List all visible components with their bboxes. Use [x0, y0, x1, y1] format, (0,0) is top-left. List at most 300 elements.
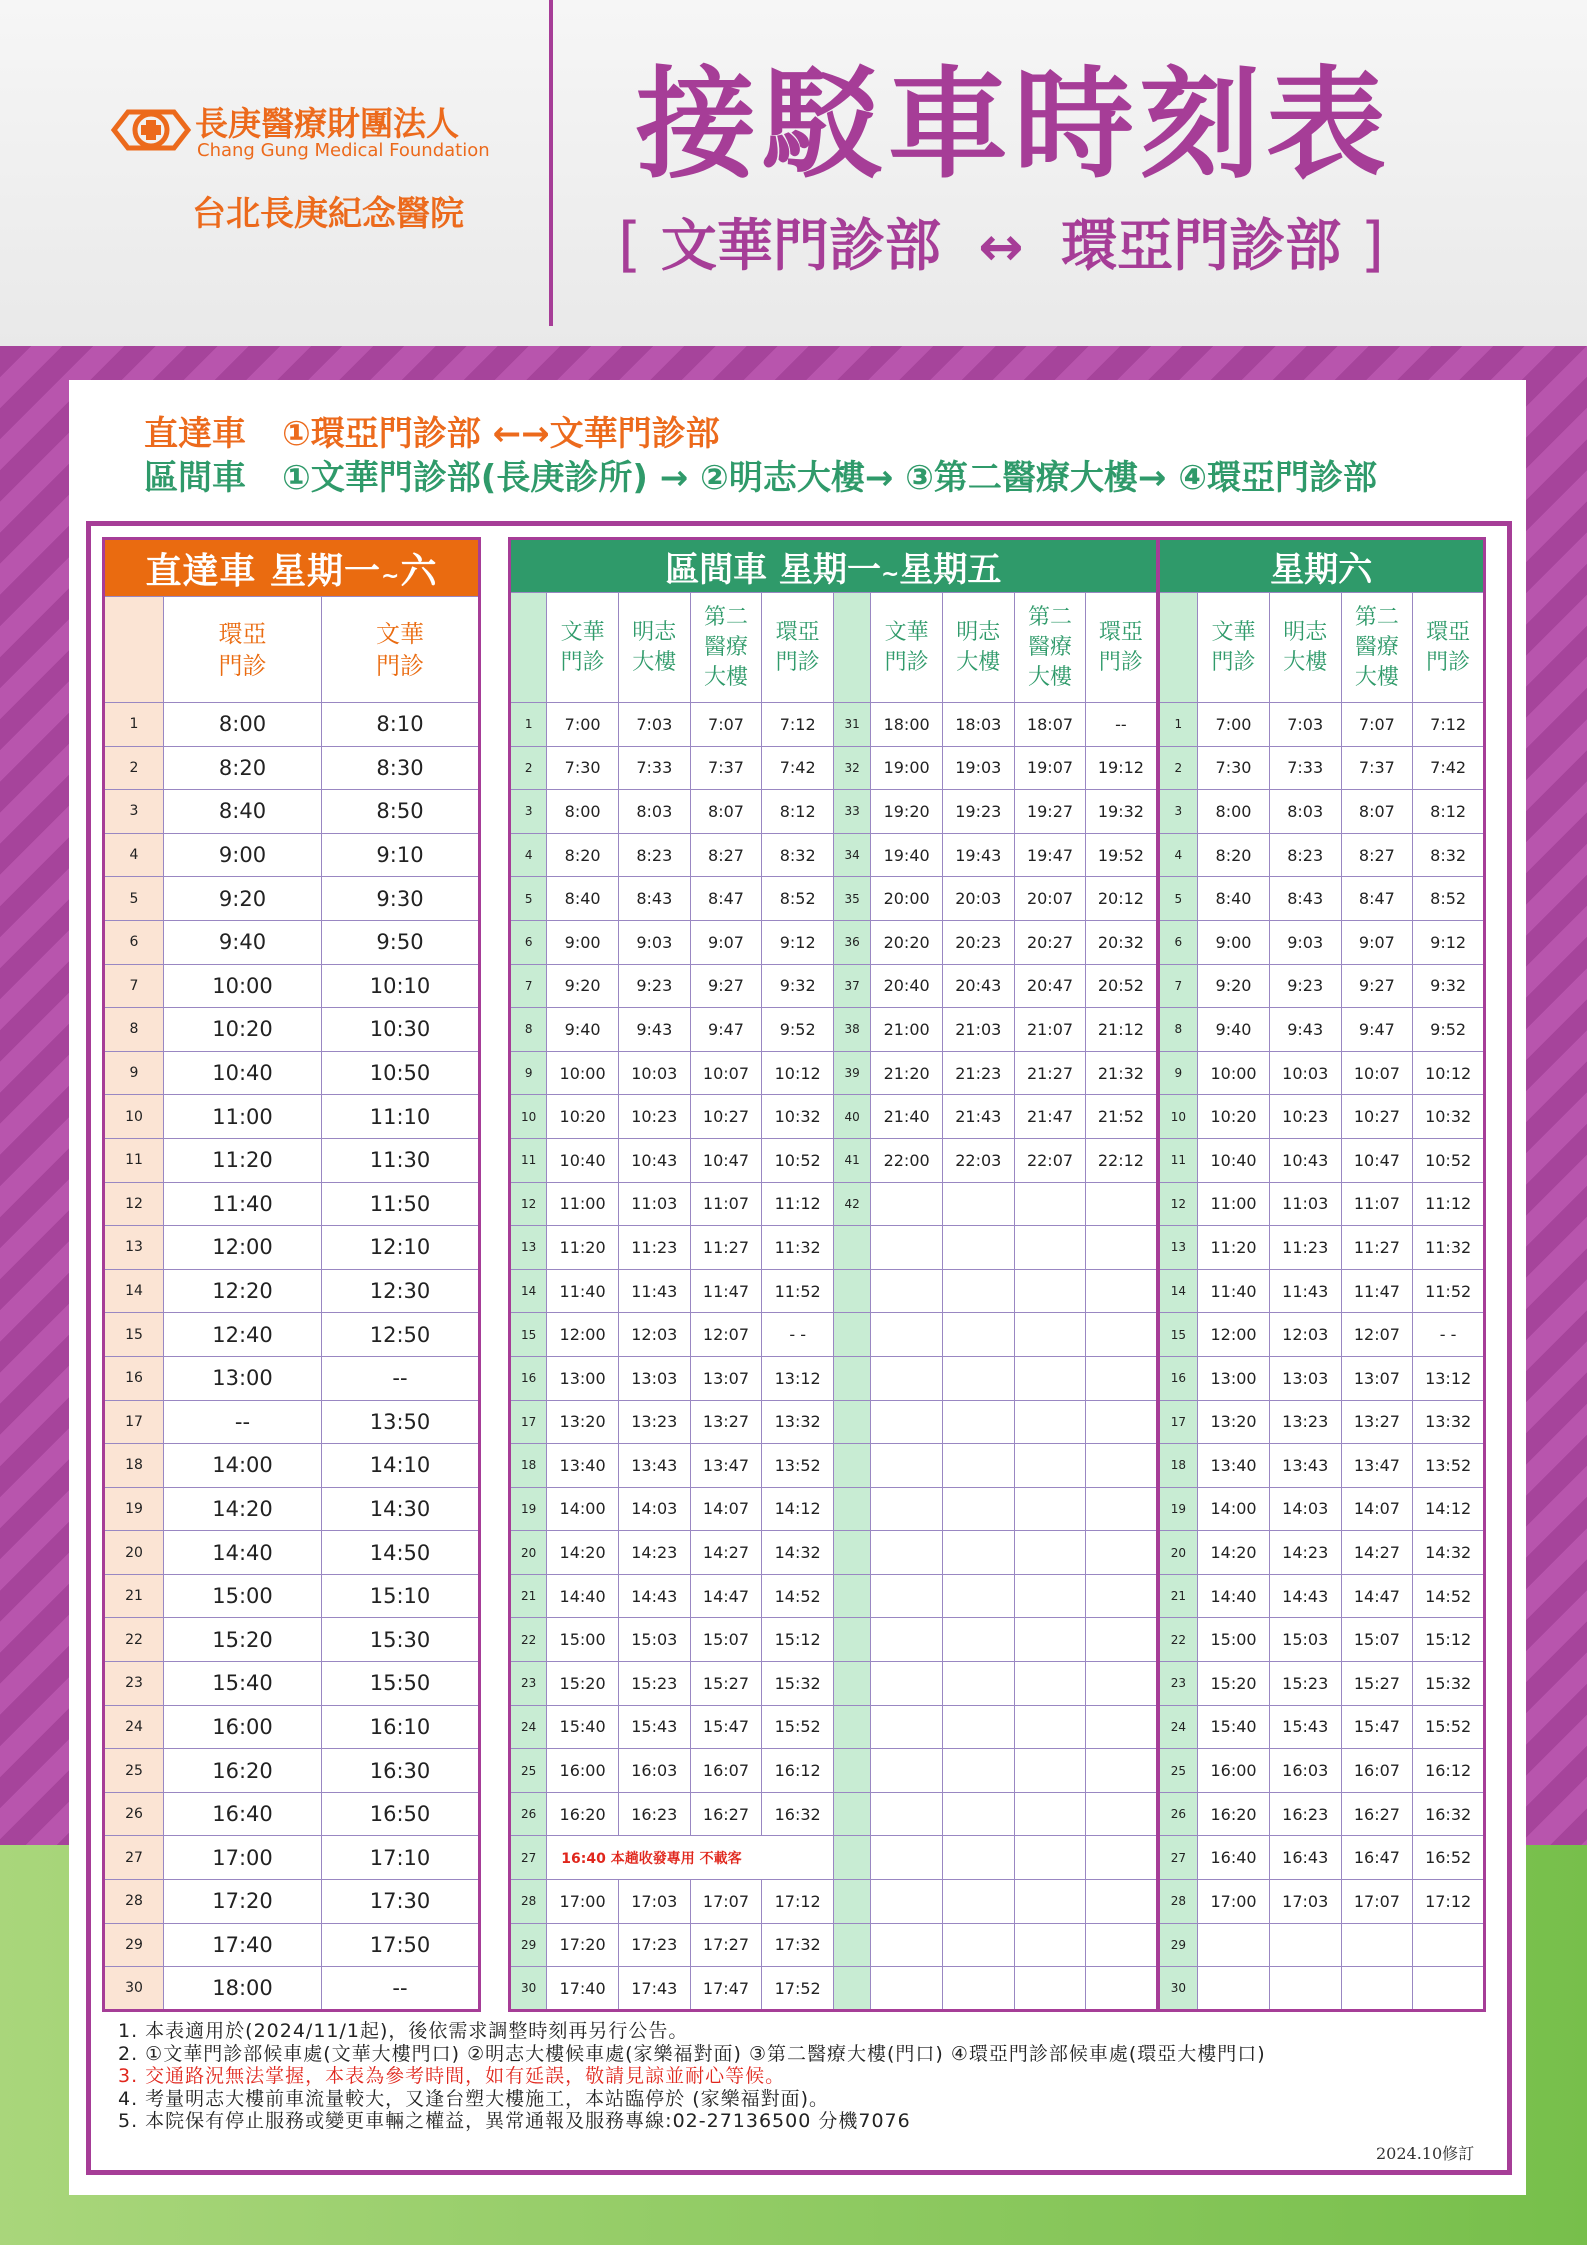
row-index: 21: [1158, 1574, 1198, 1618]
column-header: 環亞 門診: [1086, 593, 1158, 703]
time-cell: 9:30: [322, 877, 480, 921]
row-index: 25: [1158, 1749, 1198, 1793]
time-cell: 9:52: [1413, 1008, 1485, 1052]
row-index: 10: [1158, 1095, 1198, 1139]
row-index: 7: [104, 964, 164, 1008]
time-cell: 21:20: [871, 1051, 943, 1095]
time-cell: 8:20: [1198, 833, 1270, 877]
row-index: 29: [1158, 1923, 1198, 1967]
column-header: 環亞 門診: [762, 593, 834, 703]
table-row: [104, 1618, 480, 1662]
time-cell: [942, 1400, 1014, 1444]
time-cell: 9:43: [618, 1008, 690, 1052]
time-cell: 21:40: [871, 1095, 943, 1139]
time-cell: 20:20: [871, 920, 943, 964]
time-cell: 8:07: [1341, 790, 1413, 834]
time-cell: 9:20: [164, 877, 322, 921]
row-index: 18: [510, 1444, 547, 1488]
time-cell: 8:32: [1413, 833, 1485, 877]
time-cell: 16:20: [547, 1792, 619, 1836]
time-cell: 11:23: [618, 1226, 690, 1270]
table-row: [104, 833, 480, 877]
time-cell: 20:43: [942, 964, 1014, 1008]
time-cell: [1014, 1880, 1086, 1924]
time-cell: 13:47: [1341, 1444, 1413, 1488]
time-cell: 11:40: [164, 1182, 322, 1226]
column-header: 明志 大樓: [1269, 593, 1341, 703]
time-cell: 8:40: [1198, 877, 1270, 921]
time-cell: 8:43: [1269, 877, 1341, 921]
time-cell: [942, 1749, 1014, 1793]
time-cell: [1086, 1487, 1158, 1531]
time-cell: 15:20: [547, 1662, 619, 1706]
time-cell: 16:20: [1198, 1792, 1270, 1836]
time-cell: 11:52: [1413, 1269, 1485, 1313]
time-cell: 21:12: [1086, 1008, 1158, 1052]
time-cell: 18:00: [164, 1967, 322, 2011]
time-cell: [1086, 1792, 1158, 1836]
time-cell: 17:50: [322, 1923, 480, 1967]
time-cell: 9:07: [690, 920, 762, 964]
time-cell: 8:00: [547, 790, 619, 834]
time-cell: 12:07: [690, 1313, 762, 1357]
row-index: [834, 1269, 871, 1313]
time-cell: [942, 1662, 1014, 1706]
row-index: 16: [1158, 1356, 1198, 1400]
time-cell: [1014, 1923, 1086, 1967]
time-cell: [1014, 1662, 1086, 1706]
hospital-name: 台北長庚紀念醫院: [192, 194, 464, 234]
column-header: 文華 門診: [547, 593, 619, 703]
table-row: [104, 1400, 480, 1444]
time-cell: 7:07: [690, 703, 762, 747]
time-cell: 15:52: [762, 1705, 834, 1749]
time-cell: 11:32: [762, 1226, 834, 1270]
time-cell: 14:43: [618, 1574, 690, 1618]
time-cell: 8:30: [322, 746, 480, 790]
row-index: 14: [1158, 1269, 1198, 1313]
time-cell: [871, 1967, 943, 2011]
row-index: [834, 1531, 871, 1575]
row-index: 17: [104, 1400, 164, 1444]
time-cell: 19:00: [871, 746, 943, 790]
time-cell: 9:40: [1198, 1008, 1270, 1052]
time-cell: 8:12: [762, 790, 834, 834]
row-index: 38: [834, 1008, 871, 1052]
row-index: [834, 1662, 871, 1706]
time-cell: 14:00: [1198, 1487, 1270, 1531]
time-cell: 10:20: [164, 1008, 322, 1052]
time-cell: [1014, 1574, 1086, 1618]
time-cell: 13:23: [1269, 1400, 1341, 1444]
time-cell: - -: [762, 1313, 834, 1357]
time-cell: 13:00: [1198, 1356, 1270, 1400]
time-cell: 10:47: [690, 1138, 762, 1182]
time-cell: 13:47: [690, 1444, 762, 1488]
time-cell: 15:50: [322, 1662, 480, 1706]
time-cell: 9:27: [690, 964, 762, 1008]
time-cell: 10:20: [1198, 1095, 1270, 1139]
row-index: 9: [104, 1051, 164, 1095]
time-cell: 16:32: [762, 1792, 834, 1836]
time-cell: 13:07: [690, 1356, 762, 1400]
time-cell: 10:27: [690, 1095, 762, 1139]
row-index: [834, 1836, 871, 1880]
time-cell: 10:40: [547, 1138, 619, 1182]
time-cell: 16:40: [1198, 1836, 1270, 1880]
time-cell: [1014, 1792, 1086, 1836]
time-cell: 11:10: [322, 1095, 480, 1139]
time-cell: 8:52: [762, 877, 834, 921]
time-cell: [942, 1705, 1014, 1749]
time-cell: --: [164, 1400, 322, 1444]
table-row: [104, 1313, 480, 1357]
time-cell: [871, 1792, 943, 1836]
note-line: 1. 本表適用於(2024/11/1起)，後依需求調整時刻再另行公告。: [118, 2020, 689, 2042]
time-cell: 7:03: [618, 703, 690, 747]
time-cell: 7:42: [762, 746, 834, 790]
time-cell: [871, 1618, 943, 1662]
time-cell: 10:32: [1413, 1095, 1485, 1139]
row-index: 10: [510, 1095, 547, 1139]
time-cell: [1086, 1269, 1158, 1313]
time-cell: [1413, 1923, 1485, 1967]
row-index: 27: [1158, 1836, 1198, 1880]
time-cell: 14:27: [1341, 1531, 1413, 1575]
time-cell: 16:23: [1269, 1792, 1341, 1836]
direct-route-line: [144, 412, 1377, 456]
table-row: [510, 964, 1485, 1008]
time-cell: 20:32: [1086, 920, 1158, 964]
column-header: 文華 門診: [871, 593, 943, 703]
time-cell: [1413, 1967, 1485, 2011]
table-row: [104, 1008, 480, 1052]
time-cell: 17:20: [547, 1923, 619, 1967]
time-cell: 15:20: [1198, 1662, 1270, 1706]
row-index: [834, 1749, 871, 1793]
time-cell: 16:03: [1269, 1749, 1341, 1793]
time-cell: 21:23: [942, 1051, 1014, 1095]
time-cell: 21:32: [1086, 1051, 1158, 1095]
direct-route-label: 直達車: [144, 414, 246, 454]
row-index: 22: [1158, 1618, 1198, 1662]
row-index: 19: [1158, 1487, 1198, 1531]
time-cell: 20:27: [1014, 920, 1086, 964]
time-cell: [871, 1749, 943, 1793]
direct-bus-table: [102, 537, 481, 2012]
table-row: [104, 1138, 480, 1182]
time-cell: 15:03: [618, 1618, 690, 1662]
time-cell: 17:00: [1198, 1880, 1270, 1924]
time-cell: 14:03: [1269, 1487, 1341, 1531]
time-cell: 13:23: [618, 1400, 690, 1444]
time-cell: 16:00: [547, 1749, 619, 1793]
table-row: [510, 1574, 1485, 1618]
time-cell: 17:07: [690, 1880, 762, 1924]
time-cell: 19:03: [942, 746, 1014, 790]
time-cell: 15:30: [322, 1618, 480, 1662]
subtitle-to: 環亞門診部: [1061, 214, 1342, 279]
time-cell: 17:20: [164, 1880, 322, 1924]
service-note: 16:40 本趟收發專用 不載客: [547, 1836, 834, 1880]
row-index: 26: [104, 1792, 164, 1836]
row-index: 5: [104, 877, 164, 921]
time-cell: 15:03: [1269, 1618, 1341, 1662]
row-index: 3: [1158, 790, 1198, 834]
time-cell: 11:03: [618, 1182, 690, 1226]
time-cell: 13:00: [164, 1356, 322, 1400]
row-index: 30: [104, 1967, 164, 2011]
time-cell: 14:52: [762, 1574, 834, 1618]
index-header: [834, 593, 871, 703]
time-cell: 12:07: [1341, 1313, 1413, 1357]
row-index: 16: [104, 1356, 164, 1400]
row-index: [834, 1444, 871, 1488]
row-index: 11: [104, 1138, 164, 1182]
index-header: [1158, 593, 1198, 703]
row-index: 3: [104, 790, 164, 834]
row-index: 11: [1158, 1138, 1198, 1182]
time-cell: 9:03: [618, 920, 690, 964]
time-cell: 7:12: [762, 703, 834, 747]
notes: [118, 2020, 1266, 2133]
time-cell: 16:12: [1413, 1749, 1485, 1793]
time-cell: 17:23: [618, 1923, 690, 1967]
time-cell: 21:47: [1014, 1095, 1086, 1139]
row-index: 12: [104, 1182, 164, 1226]
row-index: 4: [1158, 833, 1198, 877]
time-cell: 13:43: [1269, 1444, 1341, 1488]
column-header: 明志 大樓: [942, 593, 1014, 703]
time-cell: 15:32: [1413, 1662, 1485, 1706]
time-cell: 20:23: [942, 920, 1014, 964]
time-cell: 12:00: [547, 1313, 619, 1357]
time-cell: [1014, 1313, 1086, 1357]
time-cell: 13:52: [762, 1444, 834, 1488]
time-cell: [1269, 1923, 1341, 1967]
time-cell: 13:52: [1413, 1444, 1485, 1488]
note-line: 3. 交通路況無法掌握，本表為參考時間，如有延誤，敬請見諒並耐心等候。: [118, 2065, 786, 2088]
time-cell: 15:52: [1413, 1705, 1485, 1749]
row-index: 21: [510, 1574, 547, 1618]
row-index: 40: [834, 1095, 871, 1139]
time-cell: [1014, 1967, 1086, 2011]
time-cell: 11:00: [1198, 1182, 1270, 1226]
time-cell: 17:03: [618, 1880, 690, 1924]
row-index: 10: [104, 1095, 164, 1139]
time-cell: 15:27: [690, 1662, 762, 1706]
time-cell: 7:37: [690, 746, 762, 790]
row-index: 1: [104, 703, 164, 747]
time-cell: [942, 1313, 1014, 1357]
time-cell: [1086, 1923, 1158, 1967]
time-cell: 12:30: [322, 1269, 480, 1313]
table-row: [510, 703, 1485, 747]
time-cell: [1086, 1531, 1158, 1575]
time-cell: 8:10: [322, 703, 480, 747]
time-cell: - -: [1413, 1313, 1485, 1357]
table-row: [104, 1880, 480, 1924]
time-cell: [1086, 1880, 1158, 1924]
time-cell: [1198, 1967, 1270, 2011]
time-cell: 19:12: [1086, 746, 1158, 790]
table-row: [510, 1226, 1485, 1270]
time-cell: 14:50: [322, 1531, 480, 1575]
row-index: [834, 1967, 871, 2011]
table-row: [104, 1051, 480, 1095]
time-cell: 15:23: [618, 1662, 690, 1706]
time-cell: [942, 1923, 1014, 1967]
column-header: 第二 醫療 大樓: [690, 593, 762, 703]
time-cell: 16:27: [690, 1792, 762, 1836]
time-cell: 7:33: [1269, 746, 1341, 790]
row-index: 25: [510, 1749, 547, 1793]
time-cell: 7:42: [1413, 746, 1485, 790]
time-cell: [871, 1269, 943, 1313]
table-row: [510, 1487, 1485, 1531]
time-cell: 10:00: [164, 964, 322, 1008]
time-cell: [1014, 1356, 1086, 1400]
time-cell: 17:00: [547, 1880, 619, 1924]
time-cell: 17:30: [322, 1880, 480, 1924]
subtitle-from: 文華門診部: [660, 214, 941, 279]
time-cell: [1014, 1400, 1086, 1444]
time-cell: [871, 1226, 943, 1270]
row-index: 23: [104, 1662, 164, 1706]
row-index: 28: [510, 1880, 547, 1924]
row-index: 29: [104, 1923, 164, 1967]
time-cell: 10:30: [322, 1008, 480, 1052]
time-cell: 11:20: [1198, 1226, 1270, 1270]
time-cell: 10:32: [762, 1095, 834, 1139]
time-cell: [1014, 1749, 1086, 1793]
time-cell: 10:47: [1341, 1138, 1413, 1182]
time-cell: [1086, 1400, 1158, 1444]
time-cell: 8:47: [1341, 877, 1413, 921]
time-cell: 7:00: [547, 703, 619, 747]
time-cell: 14:12: [1413, 1487, 1485, 1531]
time-cell: [942, 1574, 1014, 1618]
time-cell: 13:43: [618, 1444, 690, 1488]
time-cell: 9:10: [322, 833, 480, 877]
time-cell: [1014, 1618, 1086, 1662]
time-cell: 12:40: [164, 1313, 322, 1357]
time-cell: [942, 1836, 1014, 1880]
time-cell: [871, 1880, 943, 1924]
time-cell: 13:03: [618, 1356, 690, 1400]
row-index: 29: [510, 1923, 547, 1967]
time-cell: 11:20: [547, 1226, 619, 1270]
time-cell: 11:47: [1341, 1269, 1413, 1313]
time-cell: 14:27: [690, 1531, 762, 1575]
time-cell: 18:07: [1014, 703, 1086, 747]
time-cell: --: [322, 1967, 480, 2011]
time-cell: 14:10: [322, 1444, 480, 1488]
note-line: 5. 本院保有停止服務或變更車輛之權益，異常通報及服務專線:02-27136500 分機7076: [118, 2110, 911, 2133]
time-cell: 7:00: [1198, 703, 1270, 747]
time-cell: 21:27: [1014, 1051, 1086, 1095]
time-cell: 13:40: [547, 1444, 619, 1488]
shuttle-saturday-title: 星期六: [1158, 539, 1485, 593]
row-index: 27: [510, 1836, 547, 1880]
time-cell: [942, 1226, 1014, 1270]
time-cell: 16:00: [1198, 1749, 1270, 1793]
table-row: [510, 1095, 1485, 1139]
time-cell: 9:40: [547, 1008, 619, 1052]
time-cell: 15:00: [1198, 1618, 1270, 1662]
row-index: 8: [1158, 1008, 1198, 1052]
time-cell: 8:52: [1413, 877, 1485, 921]
time-cell: [1086, 1574, 1158, 1618]
time-cell: 10:12: [1413, 1051, 1485, 1095]
time-cell: 14:40: [1198, 1574, 1270, 1618]
row-index: 12: [1158, 1182, 1198, 1226]
time-cell: 17:00: [164, 1836, 322, 1880]
time-cell: 11:43: [618, 1269, 690, 1313]
time-cell: 17:12: [1413, 1880, 1485, 1924]
time-cell: 9:52: [762, 1008, 834, 1052]
time-cell: 15:12: [1413, 1618, 1485, 1662]
row-index: 9: [1158, 1051, 1198, 1095]
time-cell: 9:20: [1198, 964, 1270, 1008]
row-index: 1: [1158, 703, 1198, 747]
time-cell: [871, 1182, 943, 1226]
row-index: 2: [1158, 746, 1198, 790]
time-cell: 10:03: [1269, 1051, 1341, 1095]
time-cell: 11:30: [322, 1138, 480, 1182]
time-cell: 22:00: [871, 1138, 943, 1182]
time-cell: 9:47: [690, 1008, 762, 1052]
row-index: 30: [510, 1967, 547, 2011]
time-cell: 10:27: [1341, 1095, 1413, 1139]
time-cell: 17:10: [322, 1836, 480, 1880]
time-cell: [1014, 1705, 1086, 1749]
row-index: 2: [510, 746, 547, 790]
time-cell: 9:32: [1413, 964, 1485, 1008]
table-row: [510, 1531, 1485, 1575]
time-cell: 20:12: [1086, 877, 1158, 921]
time-cell: 11:03: [1269, 1182, 1341, 1226]
table-row: [510, 1008, 1485, 1052]
index-header: [104, 597, 164, 703]
table-row: [510, 1967, 1485, 2011]
table-row: [510, 1182, 1485, 1226]
table-row: [510, 1705, 1485, 1749]
time-cell: 16:50: [322, 1792, 480, 1836]
time-cell: [1086, 1226, 1158, 1270]
time-cell: 13:40: [1198, 1444, 1270, 1488]
time-cell: 8:40: [164, 790, 322, 834]
bidirectional-arrow-icon: ↔: [978, 215, 1024, 278]
time-cell: 16:12: [762, 1749, 834, 1793]
table-row: [510, 1269, 1485, 1313]
time-cell: [942, 1487, 1014, 1531]
time-cell: 20:00: [871, 877, 943, 921]
time-cell: 10:23: [618, 1095, 690, 1139]
time-cell: 8:00: [1198, 790, 1270, 834]
row-index: [834, 1313, 871, 1357]
time-cell: [1086, 1749, 1158, 1793]
time-cell: 8:23: [1269, 833, 1341, 877]
time-cell: 11:40: [1198, 1269, 1270, 1313]
time-cell: 15:00: [547, 1618, 619, 1662]
time-cell: 12:50: [322, 1313, 480, 1357]
row-index: 13: [104, 1226, 164, 1270]
time-cell: 14:00: [164, 1444, 322, 1488]
time-cell: 18:00: [871, 703, 943, 747]
time-cell: [1341, 1923, 1413, 1967]
row-index: 39: [834, 1051, 871, 1095]
